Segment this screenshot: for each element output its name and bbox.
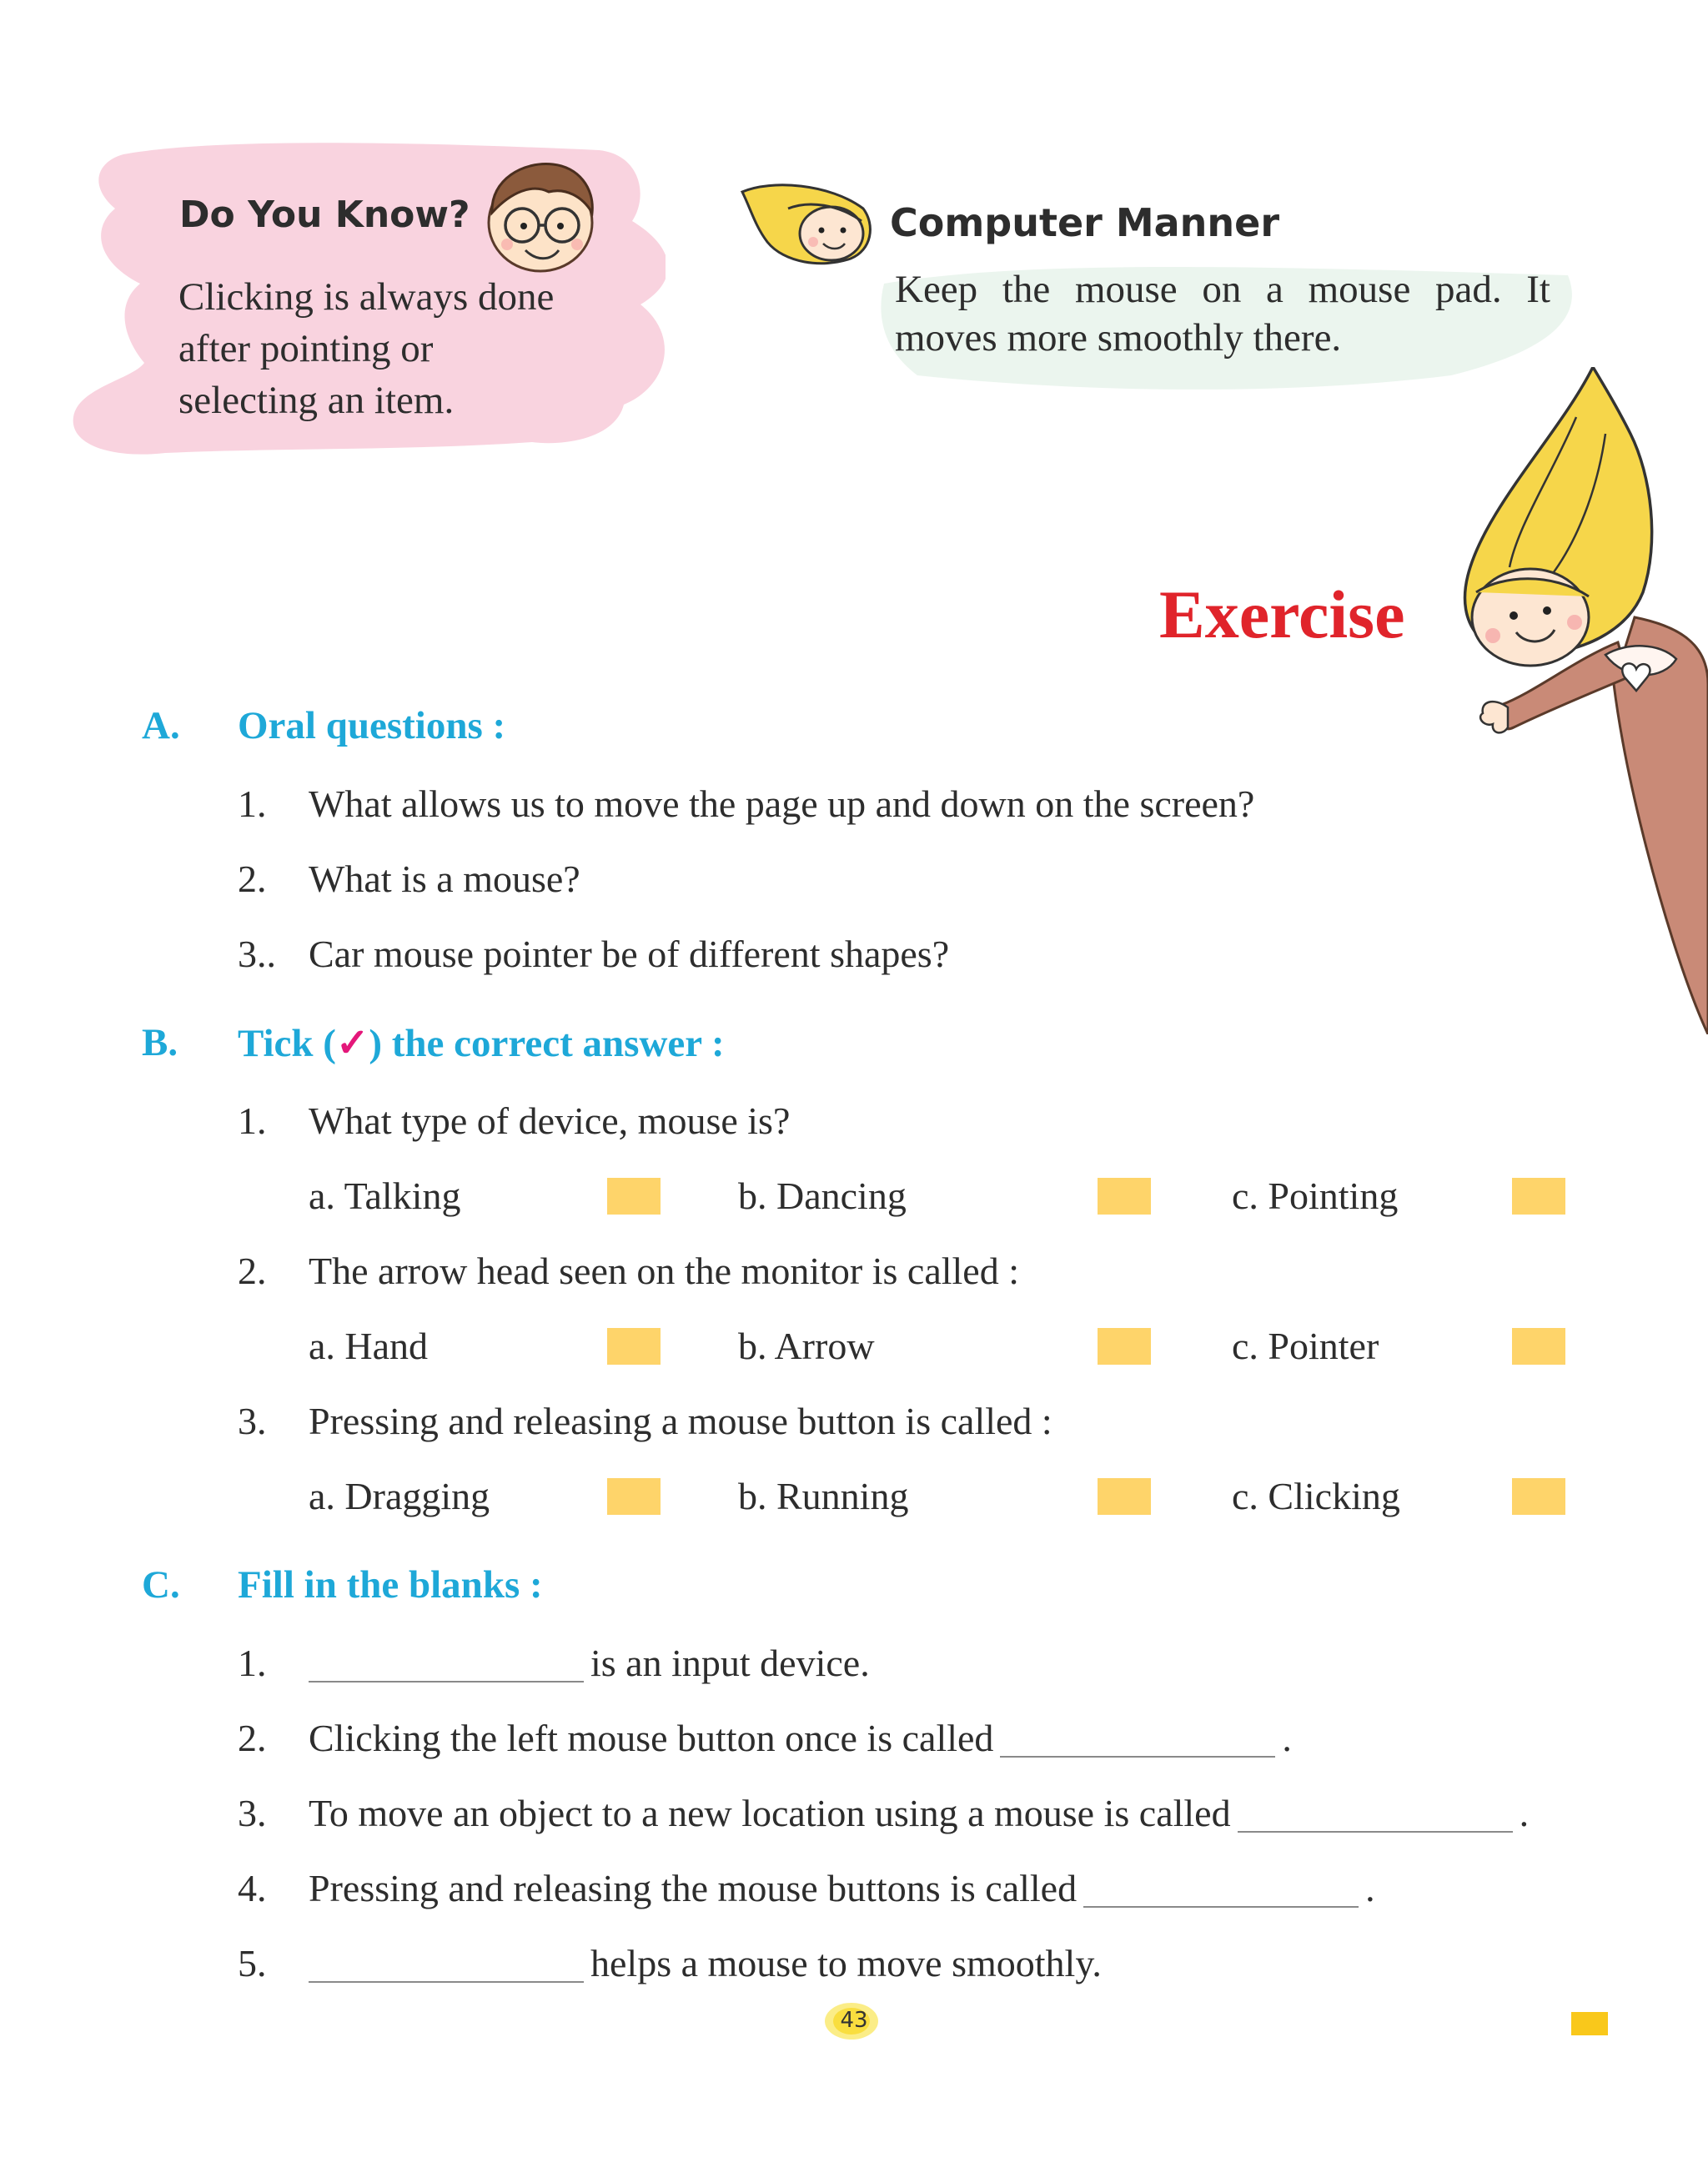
section-c-title: Fill in the blanks : <box>238 1563 543 1607</box>
section-b-title-start: Tick ( <box>238 1022 336 1065</box>
question-number: 3. <box>238 1400 267 1442</box>
sentence-end: . <box>1282 1717 1292 1759</box>
answer-blank[interactable] <box>309 1681 584 1683</box>
section-b-title <box>238 1020 725 1066</box>
option-label: a. Talking <box>309 1174 461 1217</box>
question-number: 1. <box>238 1642 267 1684</box>
question-number: 3.. <box>238 933 276 975</box>
question-number: 2. <box>238 1250 267 1292</box>
girl-face-icon <box>738 175 880 271</box>
do-you-know-line: after pointing or <box>178 327 434 370</box>
answer-checkbox[interactable] <box>1098 1328 1151 1365</box>
tick-icon: ✓ <box>335 1022 369 1065</box>
oral-question: What is a mouse? <box>309 858 580 900</box>
answer-blank[interactable] <box>1083 1906 1359 1908</box>
boy-face-icon <box>474 154 607 279</box>
mcq-question: Pressing and releasing a mouse button is called : <box>309 1400 1052 1442</box>
oral-question: What allows us to move the page up and down on the screen? <box>309 782 1255 825</box>
do-you-know-text <box>178 271 612 426</box>
do-you-know-line: Clicking is always done <box>178 275 555 319</box>
computer-manner-text: Keep the mouse on a mouse pad. It moves more smoothly there. <box>895 268 1550 360</box>
fill-blank-sentence <box>309 1791 1529 1835</box>
answer-checkbox[interactable] <box>607 1178 661 1215</box>
option-label: b. Arrow <box>738 1325 875 1367</box>
corner-marker <box>1571 2012 1608 2035</box>
answer-checkbox[interactable] <box>607 1478 661 1515</box>
sentence-start: Clicking the left mouse button once is called <box>309 1717 994 1759</box>
fill-blank-sentence <box>309 1716 1292 1760</box>
fill-blank-sentence <box>309 1866 1375 1910</box>
question-number: 3. <box>238 1792 267 1834</box>
girl-illustration <box>1409 367 1708 1034</box>
answer-checkbox[interactable] <box>1512 1478 1565 1515</box>
option-label: c. Pointer <box>1232 1325 1379 1367</box>
answer-checkbox[interactable] <box>1512 1178 1565 1215</box>
answer-checkbox[interactable] <box>1512 1328 1565 1365</box>
answer-checkbox[interactable] <box>607 1328 661 1365</box>
section-c-letter: C. <box>142 1563 180 1607</box>
do-you-know-line: selecting an item. <box>178 379 455 422</box>
sentence-start: Pressing and releasing the mouse buttons is called <box>309 1867 1078 1909</box>
do-you-know-title: Do You Know? <box>179 194 470 236</box>
fill-blank-sentence <box>302 1941 1102 1985</box>
question-number: 2. <box>238 858 267 900</box>
sentence-start: To move an object to a new location using a mouse is called <box>309 1792 1231 1834</box>
question-number: 1. <box>238 1099 267 1142</box>
option-label: c. Clicking <box>1232 1475 1400 1517</box>
section-a-letter: A. <box>142 704 180 747</box>
section-a-title: Oral questions : <box>238 704 506 747</box>
section-b-letter: B. <box>142 1021 178 1064</box>
computer-manner-title: Computer Manner <box>890 200 1280 245</box>
question-number: 1. <box>238 782 267 825</box>
question-number: 4. <box>238 1867 267 1909</box>
mcq-question: What type of device, mouse is? <box>309 1099 791 1142</box>
option-label: b. Dancing <box>738 1174 907 1217</box>
question-number: 5. <box>238 1942 267 1984</box>
page-number: 43 <box>840 2008 868 2033</box>
section-b-title-end: ) the correct answer : <box>369 1022 725 1065</box>
answer-blank[interactable] <box>309 1981 584 1983</box>
answer-blank[interactable] <box>1238 1831 1513 1833</box>
sentence-end: helps a mouse to move smoothly. <box>590 1942 1102 1984</box>
answer-checkbox[interactable] <box>1098 1478 1151 1515</box>
sentence-end: is an input device. <box>590 1642 870 1684</box>
sentence-end: . <box>1519 1792 1530 1834</box>
answer-checkbox[interactable] <box>1098 1178 1151 1215</box>
exercise-heading: Exercise <box>1159 576 1405 652</box>
sentence-end: . <box>1365 1867 1375 1909</box>
option-label: b. Running <box>738 1475 909 1517</box>
oral-question: Car mouse pointer be of different shapes? <box>309 933 950 975</box>
question-number: 2. <box>238 1717 267 1759</box>
option-label: a. Hand <box>309 1325 429 1367</box>
fill-blank-sentence <box>302 1641 870 1685</box>
answer-blank[interactable] <box>1000 1756 1275 1758</box>
option-label: c. Pointing <box>1232 1174 1399 1217</box>
mcq-question: The arrow head seen on the monitor is called : <box>309 1250 1019 1292</box>
option-label: a. Dragging <box>309 1475 490 1517</box>
